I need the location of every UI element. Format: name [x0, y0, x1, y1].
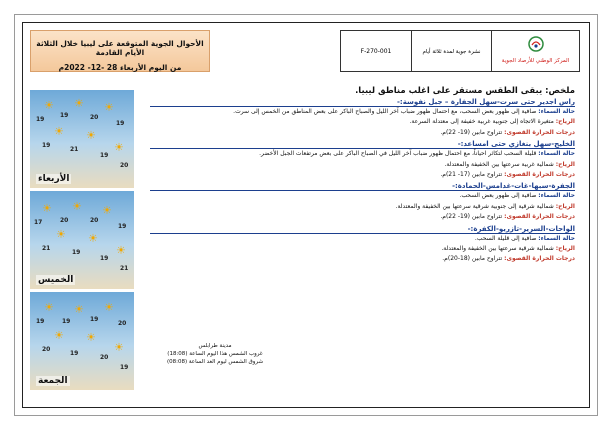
sky-text: صافية إلى ظهور بعض السحب.	[459, 192, 537, 200]
max-temperature	[150, 128, 575, 138]
map-friday	[30, 292, 134, 390]
temp-label: 19	[42, 142, 51, 149]
temp-label: 19	[100, 152, 109, 159]
sky-condition	[150, 191, 575, 201]
temp-label: 19	[118, 223, 127, 230]
sky-label: حالة السماء:	[538, 234, 575, 242]
wind-label: الرياح:	[555, 245, 575, 253]
forecast-text	[150, 86, 575, 265]
region-heading: راس اجدير حتى سرت-سهل الجفارة – جبل نفوسة:-	[150, 98, 575, 107]
wind-text: متغيرة الاتجاه إلى جنوبية غربية خفيفة إلى معتدلة السرعة.	[409, 118, 554, 126]
max-temperature	[150, 170, 575, 180]
bulletin-header	[30, 30, 580, 72]
temp-text: تتراوح مابين (18-20)م.	[442, 255, 503, 263]
sun-icon: ☀	[114, 141, 124, 154]
sun-icon: ☀	[74, 303, 84, 316]
temp-label: 19	[60, 112, 69, 119]
sun-icon: ☀	[44, 99, 54, 112]
sun-icon: ☀	[54, 329, 64, 342]
sun-icon: ☀	[74, 97, 84, 110]
sky-text: صافية إلى ظهور بعض السحب، مع احتمال ظهور ضباب آخر الليل والصباح الباكر على بعض المناطق من الخمس إلى سرت.	[233, 108, 537, 115]
map-thursday	[30, 191, 134, 289]
temp-label: 19	[72, 249, 81, 256]
sky-text: صافية إلى قليلة السحب.	[474, 234, 537, 242]
temp-label-text: درجات الحرارة القصوى:	[504, 171, 575, 179]
wind-condition	[150, 202, 575, 212]
region-heading: الجفرة-سبها-غات-غدامس-الحمادة:-	[150, 182, 575, 191]
temp-label: 19	[120, 364, 129, 371]
sunset-time: غروب الشمس هذا اليوم الساعة (18:08)	[167, 351, 263, 357]
map-wednesday	[30, 90, 134, 188]
wind-text: شمالية غربية سرعتها بين الخفيفة والمعتدلة.	[444, 160, 554, 168]
document-code: F-270-001	[340, 30, 412, 72]
bulletin-date: من اليوم الأربعاء 28 -12- 2022م	[58, 63, 182, 72]
organization-name: المركز الوطني للأرصاد الجوية	[501, 58, 570, 64]
sun-icon: ☀	[86, 331, 96, 344]
sky-text: قليلة السحب لتكاثر احياناً، مع احتمال ظهور ضباب آخر الليل في الصباح الباكر على بعض مرتفعات الجبل الأخضر.	[259, 150, 537, 158]
sun-icon: ☀	[72, 200, 82, 213]
sky-label: حالة السماء:	[538, 150, 575, 158]
forecast-summary: ملخص: يبقى الطقس مستقر على اغلب مناطق ليبيا.	[355, 86, 575, 96]
bulletin-title-box	[30, 30, 210, 72]
max-temperature	[150, 212, 575, 222]
region-heading: الخليج-سهل بنغازي حتى امساعد:-	[150, 140, 575, 149]
temp-text: تتراوح مابين (17- 21)م.	[440, 171, 503, 179]
organization-box	[492, 30, 580, 72]
temp-label: 21	[42, 245, 51, 252]
temp-label: 19	[70, 350, 79, 357]
temp-label: 20	[90, 114, 99, 121]
wind-condition	[150, 160, 575, 170]
temp-text: تتراوح مابين (19- 22)م.	[440, 128, 503, 136]
map-day-label: الجمعة	[38, 376, 68, 386]
bulletin-title: الأحوال الجوية المتوقعة على ليبيا خلال الثلاثة الأيام القادمة	[36, 39, 204, 57]
sky-condition	[150, 234, 575, 244]
temp-label: 20	[120, 162, 129, 169]
sky-label: حالة السماء:	[538, 108, 575, 115]
sun-icon: ☀	[104, 301, 114, 314]
temp-label: 20	[42, 346, 51, 353]
temp-label-text: درجات الحرارة القصوى:	[504, 213, 575, 221]
temp-label: 19	[36, 318, 45, 325]
sky-condition	[150, 107, 575, 117]
temp-label: 17	[34, 219, 43, 226]
sun-icon: ☀	[102, 204, 112, 217]
temp-label: 20	[90, 217, 99, 224]
wind-condition	[150, 244, 575, 254]
temp-label-text: درجات الحرارة القصوى:	[504, 128, 575, 136]
sun-icon: ☀	[56, 228, 66, 241]
wind-text: شمالية شرقية إلى جنوبية شرقية سرعتها بين الخفيفة والمعتدلة.	[395, 202, 554, 210]
sunrise-time: شروق الشمس ليوم الغد الساعة (08:08)	[166, 359, 264, 365]
temp-label: 19	[90, 316, 99, 323]
wind-text: شمالية شرقية سرعتها بين الخفيفة والمعتدلة.	[441, 245, 554, 253]
sky-condition	[150, 149, 575, 159]
sky-label: حالة السماء:	[538, 192, 575, 200]
temp-label: 19	[36, 116, 45, 123]
temp-label: 20	[100, 354, 109, 361]
wind-label: الرياح:	[555, 118, 575, 126]
sun-times	[150, 342, 280, 366]
temp-label: 21	[120, 265, 129, 272]
temp-text: تتراوح مابين (19- 22)م.	[440, 213, 503, 221]
map-day-label: الخميس	[38, 275, 74, 285]
sun-icon: ☀	[88, 232, 98, 245]
wind-label: الرياح:	[555, 160, 575, 168]
wind-label: الرياح:	[555, 202, 575, 210]
region-heading: الواحات-السرير-تازربو-الكفرة:-	[150, 225, 575, 234]
temp-label: 20	[60, 217, 69, 224]
sun-icon: ☀	[42, 202, 52, 215]
sun-icon: ☀	[116, 244, 126, 257]
sun-icon: ☀	[104, 101, 114, 114]
temp-label: 21	[70, 146, 79, 153]
max-temperature	[150, 254, 575, 264]
temp-label: 20	[118, 320, 127, 327]
map-day-label: الأربعاء	[38, 174, 70, 184]
sun-icon: ☀	[114, 341, 124, 354]
sun-icon: ☀	[86, 129, 96, 142]
temp-label-text: درجات الحرارة القصوى:	[504, 255, 575, 263]
temp-label: 19	[100, 255, 109, 262]
wind-condition	[150, 117, 575, 127]
temp-label: 19	[62, 318, 71, 325]
document-name: نشرة جوية لمدة ثلاثة أيام	[412, 30, 492, 72]
city-name: مدينة طرابلس	[198, 343, 232, 349]
sun-icon: ☀	[44, 301, 54, 314]
forecast-maps	[30, 90, 134, 390]
temp-label: 19	[116, 120, 125, 127]
sun-icon: ☀	[54, 125, 64, 138]
met-center-logo-icon	[528, 36, 544, 52]
